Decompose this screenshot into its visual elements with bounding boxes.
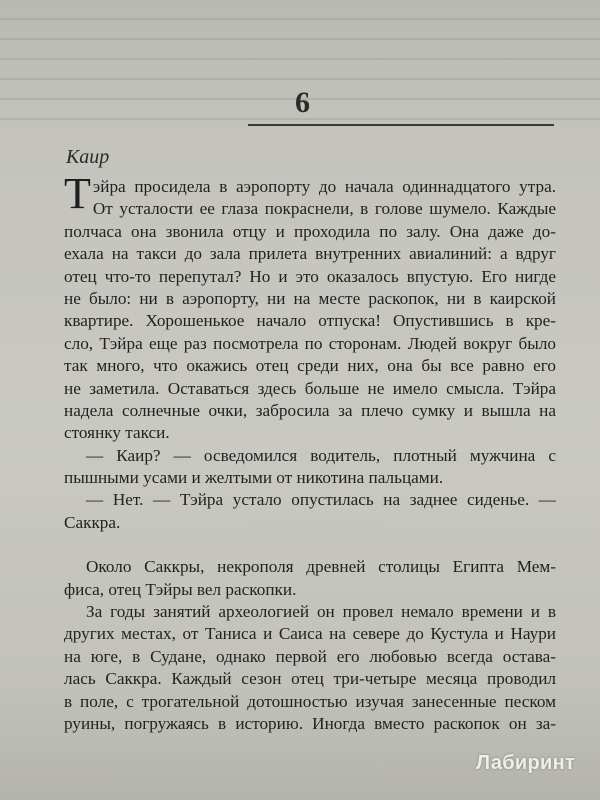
- chapter-rule: [248, 124, 554, 126]
- text-line: ехала на такси до зала прилета внутренних авиалиний: а вдруг: [64, 244, 556, 264]
- text-line: отец что-то перепутал? Но и это оказалось впустую. Его нигде: [64, 266, 556, 286]
- text-line: Около Саккры, некрополя древней столицы Египта Мем-: [86, 557, 556, 577]
- text-line: — Нет. — Тэйра устало опустилась на заднее сиденье. —: [86, 490, 556, 510]
- text-line: фиса, отец Тэйры вел раскопки.: [64, 579, 297, 599]
- drop-cap: Т: [64, 169, 91, 218]
- chapter-place-heading: Каир: [66, 146, 110, 168]
- text-line: не было: ни в аэропорту, ни на месте раскопок, ни в каирской: [64, 288, 556, 308]
- text-line: За годы занятий археологией он провел немало времени и в: [86, 602, 556, 622]
- text-line: других местах, от Таниса и Саиса на севере до Кустула и Наури: [64, 624, 556, 644]
- text-line: не заметила. Оставаться здесь больше не имело смысла. Тэйра: [64, 378, 556, 398]
- chapter-number: 6: [295, 86, 311, 119]
- text-line: надела солнечные очки, забросила за плечо сумку и вышла на: [64, 400, 556, 420]
- text-line: на юге, в Судане, однако первой его любовью всегда остава-: [64, 646, 556, 666]
- watermark: Лабиринт: [476, 752, 576, 774]
- text-line: полчаса она звонила отцу и проходила по залу. Она даже до-: [64, 221, 556, 241]
- text-line: руины, погружаясь в историю. Иногда вместо раскопок он за-: [64, 713, 556, 733]
- text-line: — Каир? — осведомился водитель, плотный мужчина с: [86, 445, 556, 465]
- text-line: сло, Тэйра еще раз посмотрела по сторонам. Людей вокруг было: [64, 333, 556, 353]
- text-line: лась Саккра. Каждый сезон отец три-четыре месяца проводил: [64, 669, 556, 689]
- text-line: Тэйра просидела в аэропорту до начала одиннадцатого утра.: [64, 169, 556, 218]
- text-line: Саккра.: [64, 512, 121, 532]
- text-line: квартире. Хорошенькое начало отпуска! Опустившись в кре-: [64, 311, 556, 331]
- body-text: [64, 169, 556, 735]
- text-line: От усталости ее глаза покраснели, в голове шумело. Каждые: [92, 199, 556, 219]
- text-line: в поле, с трогательной дотошностью изучая занесенные песком: [64, 691, 556, 711]
- section-gap: [64, 534, 556, 556]
- text-line: пышными усами и желтыми от никотина пальцами.: [64, 468, 444, 488]
- text-line: стоянку такси.: [64, 423, 170, 443]
- text-line: так много, что окажись отец среди них, она бы все равно его: [64, 356, 556, 376]
